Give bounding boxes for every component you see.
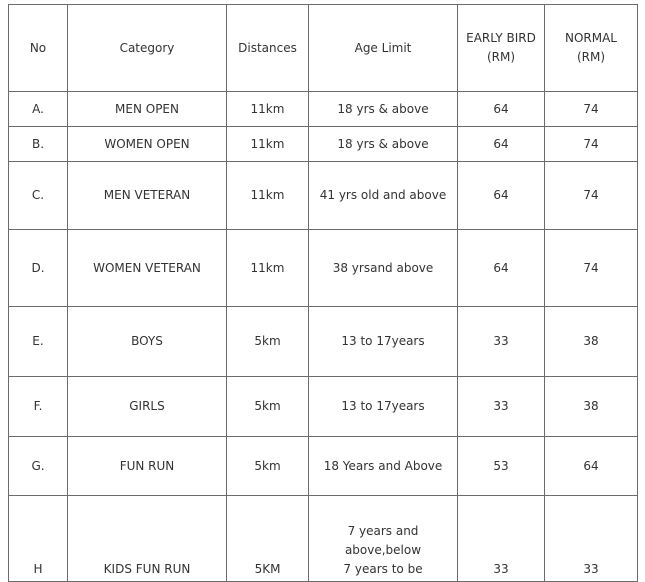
cell-category: MEN VETERAN — [68, 162, 227, 230]
table-row — [9, 496, 638, 582]
cell-age — [309, 496, 458, 582]
cell-category: KIDS FUN RUN — [68, 496, 227, 582]
header-normal-line2: (RM) — [576, 50, 606, 64]
cell-distance: 11km — [227, 127, 309, 162]
cell-normal: 74 — [545, 162, 638, 230]
table-row — [9, 437, 638, 496]
price-table-container — [8, 4, 637, 582]
cell-no: D. — [9, 230, 68, 307]
cell-normal: 33 — [545, 496, 638, 582]
header-distances: Distances — [227, 5, 309, 92]
cell-age: 41 yrs old and above — [309, 162, 458, 230]
table-row — [9, 162, 638, 230]
cell-normal: 38 — [545, 307, 638, 377]
header-no: No — [9, 5, 68, 92]
header-early-bird-line1: EARLY BIRD — [466, 31, 536, 45]
cell-distance: 11km — [227, 162, 309, 230]
header-age-limit: Age Limit — [309, 5, 458, 92]
cell-age-line2: 7 years to be — [343, 562, 423, 576]
cell-category: GIRLS — [68, 377, 227, 437]
cell-early-bird: 33 — [458, 496, 545, 582]
cell-age: 18 yrs & above — [309, 127, 458, 162]
cell-distance: 5km — [227, 377, 309, 437]
cell-no: G. — [9, 437, 68, 496]
cell-no: E. — [9, 307, 68, 377]
cell-distance: 5km — [227, 307, 309, 377]
cell-age: 18 yrs & above — [309, 92, 458, 127]
table-row — [9, 377, 638, 437]
cell-normal: 74 — [545, 230, 638, 307]
cell-no: A. — [9, 92, 68, 127]
header-row — [9, 5, 638, 92]
cell-early-bird: 64 — [458, 230, 545, 307]
table-row — [9, 92, 638, 127]
cell-category: BOYS — [68, 307, 227, 377]
cell-early-bird: 53 — [458, 437, 545, 496]
header-early-bird — [458, 5, 545, 92]
cell-age-line1: 7 years and above,below — [344, 524, 422, 557]
cell-age: 13 to 17years — [309, 377, 458, 437]
cell-no: B. — [9, 127, 68, 162]
cell-normal: 74 — [545, 92, 638, 127]
cell-category: FUN RUN — [68, 437, 227, 496]
cell-category: WOMEN VETERAN — [68, 230, 227, 307]
cell-early-bird: 64 — [458, 162, 545, 230]
cell-early-bird: 64 — [458, 92, 545, 127]
cell-normal: 74 — [545, 127, 638, 162]
cell-early-bird: 33 — [458, 307, 545, 377]
cell-age: 18 Years and Above — [309, 437, 458, 496]
cell-distance: 11km — [227, 230, 309, 307]
header-normal-line1: NORMAL — [564, 31, 617, 45]
header-category: Category — [68, 5, 227, 92]
cell-no: F. — [9, 377, 68, 437]
cell-no: H — [9, 496, 68, 582]
cell-normal: 38 — [545, 377, 638, 437]
table-row — [9, 230, 638, 307]
cell-normal: 64 — [545, 437, 638, 496]
cell-age: 13 to 17years — [309, 307, 458, 377]
cell-early-bird: 33 — [458, 377, 545, 437]
table-row — [9, 307, 638, 377]
header-early-bird-line2: (RM) — [486, 50, 516, 64]
cell-category: WOMEN OPEN — [68, 127, 227, 162]
cell-no: C. — [9, 162, 68, 230]
cell-distance: 11km — [227, 92, 309, 127]
cell-early-bird: 64 — [458, 127, 545, 162]
table-row — [9, 127, 638, 162]
cell-distance: 5KM — [227, 496, 309, 582]
cell-distance: 5km — [227, 437, 309, 496]
price-table — [8, 4, 638, 582]
header-normal — [545, 5, 638, 92]
cell-category: MEN OPEN — [68, 92, 227, 127]
cell-age: 38 yrsand above — [309, 230, 458, 307]
